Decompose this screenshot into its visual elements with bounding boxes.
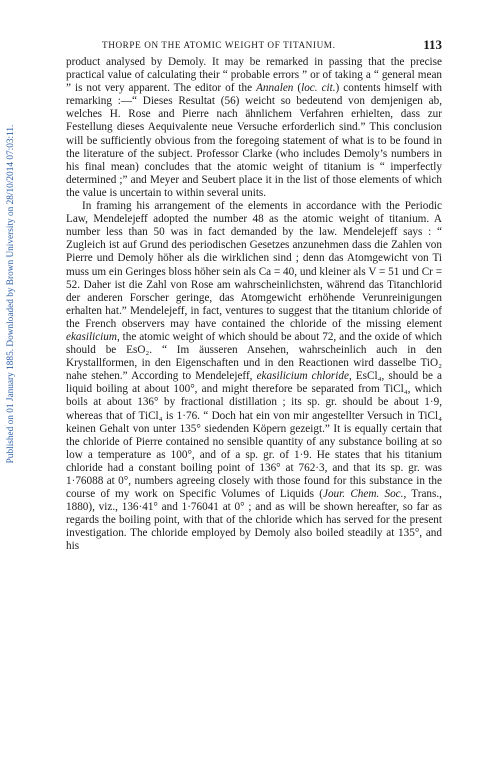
page-number: 113 — [423, 37, 442, 52]
running-title: THORPE ON THE ATOMIC WEIGHT OF TITANIUM. — [102, 40, 336, 50]
text-run: In framing his arrangement of the elements in accordance with the Periodic Law, Mendelejeff adopted the number 48 as the atomic weight of titanium. A number less than 50 was in fact demanded by the law. Mendelejeff says : “ Zugleich ist auf Grund des periodischen Gesetzes anzunehmen dass die Zahlen von Pierre und Demoly höher als die wirklichen sind ; denn das Atomgewicht von Ti muss um ein Geringes bloss höher sein als Ca = 40, und kleiner als V = 51 und Cr = 52. Daher ist die Zahl von Rose am wahrscheinlichsten, während das Titanchlorid der anderen Forscher geringe, das Atomgewicht erhöhende Verunreinigungen erhalten hat.” Mendelejeff, in fact, ventures to suggest that the titanium chloride of the French observers may have contained the chloride of the missing element — [66, 200, 442, 330]
download-notice — [2, 92, 24, 496]
italic-text: loc. cit. — [301, 82, 336, 95]
italic-text: ekasilicium chloride — [256, 370, 349, 383]
italic-text: ekasilicium — [66, 330, 117, 343]
text-run: , EsCl₄, should be a liquid boiling at about 100°, and might therefore be separated from TiCl₄, which boils at about 136° by fractional distillation ; its sp. gr. should be about 1·9, whereas that of TiCl₄ is 1·76. “ Doch hat ein von mir angestellter Versuch in TiCl₄ keinen Gehalt von unter 135° siedenden Köpern gezeigt.” It is equally certain that the chloride of Pierre contained no sensible quantity of any substance boiling at so low a temperature as 100°, and of a sp. gr. of 1·9. He states that his titanium chloride had a constant boiling point of 136° at 762·3, and that its sp. gr. was 1·76088 at 0°, numbers agreeing closely with those found for this substance in the course of my work on Specific Volumes of Liquids ( — [66, 370, 442, 501]
text-run: , the atomic weight of which should be about 72, and the oxide of which should be EsO₂. “ Im äusseren Ansehen, wahrscheinlich auch in den Krystallformen, in den Eigenschaften und in den Reactionen wird dasselbe TiO₂ nahe stehen.” According to Mendelejeff, — [66, 330, 442, 383]
page-header — [66, 39, 442, 53]
text-run: ) contents himself with remarking :—“ Dieses Resultat (56) weicht so bedeutend von demjenigen ab, welches H. Rose and Pierre nach ähnlichem Verfahren erhielten, dass zur Festellung dieses Aequivalente neue Versuche erforderlich sind.” This conclusion will be sufficiently obvious from the foregoing statement of what is to be found in the literature of the subject. Professor Clarke (who includes Demoly’s numbers in his final mean) concludes that the atomic weight of titanium is “ imperfectly determined ;” and Meyer and Seubert place it in the list of those elements of which the value is uncertain to within several units. — [66, 82, 442, 199]
paragraph — [66, 56, 442, 200]
body-text — [66, 56, 442, 554]
download-notice-text: Published on 01 January 1885. Downloaded by Brown University on 28/10/2014 07:03:11. — [6, 124, 16, 464]
italic-text: Annalen — [256, 82, 294, 95]
text-run: ( — [293, 82, 302, 95]
text-run: product analysed by Demoly. It may be remarked in passing that the precise practical value of calculating their “ probable errors ” or of taking a “ general mean ” is not very apparent. The editor of the — [66, 56, 442, 95]
paragraph — [66, 200, 442, 554]
italic-text: Jour. Chem. Soc. — [323, 488, 404, 501]
text-run: , Trans., 1880), viz., 136·41° and 1·76041 at 0° ; and as will be shown hereafter, so far as regards the boiling point, with that of the chloride which has served for the present investigation. The chloride employed by Demoly also boiled steadily at 135°, and his — [66, 488, 442, 553]
